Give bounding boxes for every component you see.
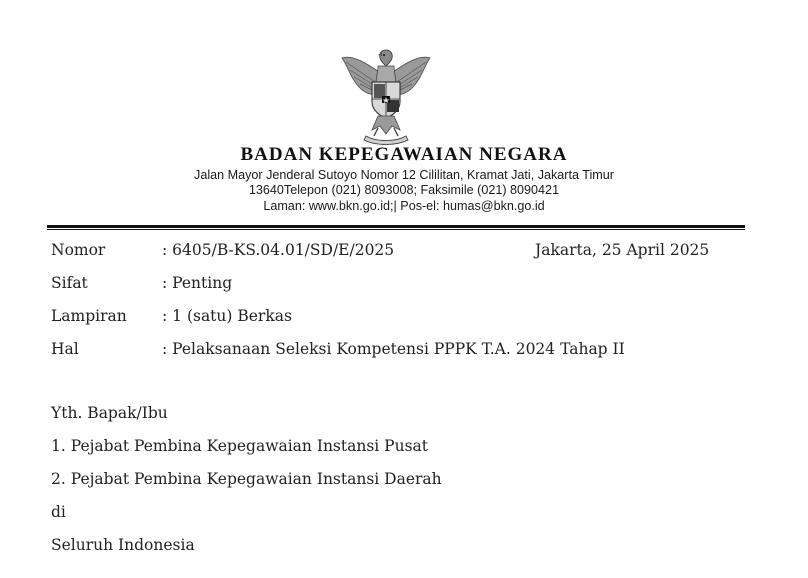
sifat-value: : Penting: [162, 274, 233, 292]
nomor-label: Nomor: [51, 241, 106, 259]
lampiran-label: Lampiran: [51, 307, 127, 325]
salutation: Yth. Bapak/Ibu: [51, 404, 168, 422]
sifat-label: Sifat: [51, 274, 88, 292]
hal-label: Hal: [51, 340, 79, 358]
address-line-3: Laman: www.bkn.go.id;| Pos-el: humas@bkn.go.id: [263, 199, 545, 213]
letter-date: Jakarta, 25 April 2025: [535, 241, 710, 259]
hal-value: : Pelaksanaan Seleksi Kompetensi PPPK T.A. 2024 Tahap II: [162, 340, 625, 358]
recipient-2: 2. Pejabat Pembina Kepegawaian Instansi Daerah: [51, 470, 442, 488]
address-line-2: 13640Telepon (021) 8093008; Faksimile (021) 8090421: [248, 183, 560, 197]
lampiran-value: : 1 (satu) Berkas: [162, 307, 292, 325]
address-line-1: Jalan Mayor Jenderal Sutoyo Nomor 12 Cililitan, Kramat Jati, Jakarta Timur: [194, 168, 614, 182]
letterhead-divider-thin: [47, 229, 745, 230]
nomor-value: : 6405/B-KS.04.01/SD/E/2025: [162, 241, 395, 259]
addressee-di: di: [51, 503, 66, 521]
addressee-place: Seluruh Indonesia: [51, 536, 195, 554]
recipient-1: 1. Pejabat Pembina Kepegawaian Instansi Pusat: [51, 437, 429, 455]
garuda-emblem-icon: [338, 44, 434, 148]
org-name: BADAN KEPEGAWAIAN NEGARA: [240, 144, 568, 165]
letterhead-divider: [47, 225, 745, 228]
